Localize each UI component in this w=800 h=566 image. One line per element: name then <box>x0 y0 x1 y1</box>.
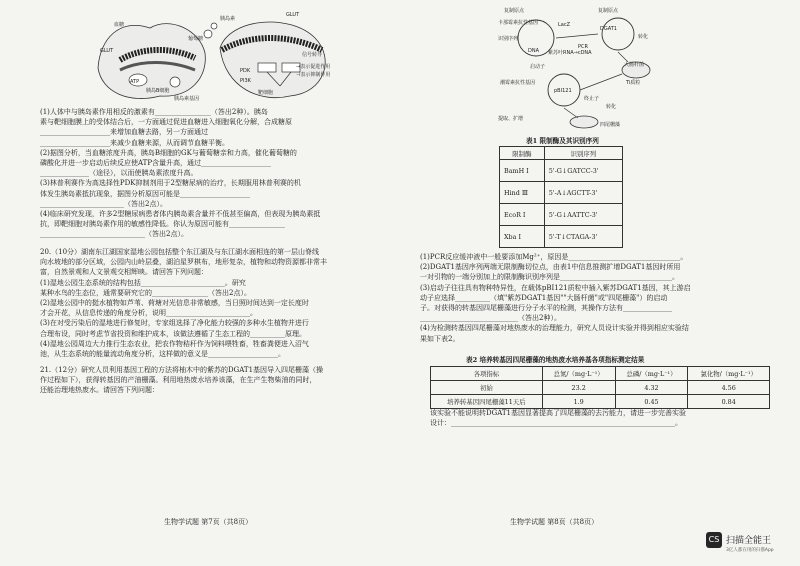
enzyme-name: Hind Ⅲ <box>500 182 545 204</box>
fig-label: 复制原点 <box>504 8 525 14</box>
enzyme-name: Xba Ⅰ <box>500 226 545 248</box>
text-line: 素与靶细胞膜上的受体结合后，一方面通过促进血糖进入细胞氧化分解，合成糖原 <box>40 118 292 127</box>
column-header: 总磷/（mg·L⁻¹） <box>615 367 688 381</box>
question-21-final-part <box>430 408 686 428</box>
fig-label: 胰岛B细胞 <box>146 88 170 94</box>
fig-label: PDK <box>240 68 251 74</box>
column-header: 氯化物/（mg·L⁻¹） <box>688 367 770 381</box>
text-line: ______________（途径），以而使胰岛素浓度升高。 <box>40 169 198 178</box>
fig-label: DGAT1 <box>600 26 617 32</box>
question-21-parts <box>420 252 691 344</box>
column-header: 各项指标 <box>431 367 543 381</box>
text-line: ____________________________（答出2种）。 <box>420 314 561 323</box>
text-line: (4)为检测转基因四尾栅藻对地热废水的治理能力，研究人员设计实验并得到相应实验结 <box>420 324 689 333</box>
fig-label: PI3K <box>240 78 251 84</box>
text-line: (3)林普利赛作为高选择性PDK抑制剂用于2型糖尿病的治疗，长期服用林普利赛的机 <box>40 179 301 188</box>
table-1-caption: 表1 限制酶及其识别序列 <box>526 137 599 145</box>
fig-label: PCR <box>578 44 588 50</box>
fig-label: 启动子 <box>530 64 546 70</box>
table-cell: 4.32 <box>615 381 688 395</box>
text-line: 动子应选择__________（填"紫苏DGAT1基因""大肠杆菌"或"四尾栅藻"）的启动 <box>420 293 668 302</box>
text-line: (1)PCR反应缓冲液中一般要添加Mg²⁺，原因是________________________________。 <box>420 253 688 261</box>
table-2-caption: 表2 培养转基因四尾栅藻的地热废水培养基各项指标测定结果 <box>466 356 645 364</box>
question-21 <box>40 365 323 396</box>
text-line: (4)湿地公园周边大力推行生态农业，把农作物秸秆作为饲料喂牲畜，牲畜粪便进入沼气 <box>40 339 309 348</box>
question-20 <box>40 247 327 359</box>
fig-label: LacZ <box>558 22 571 28</box>
fig-label: 潮霉素抗性基因 <box>500 80 536 86</box>
text-line: 磷酸化并进一步启动后续反应使ATP含量升高，通过____________________ <box>40 159 272 168</box>
text-line: 子。对获得的转基因四尾栅藻进行分子水平的检测，其操作方法有______________ <box>420 304 672 313</box>
enzyme-name: BamH Ⅰ <box>500 160 545 182</box>
fig-label: 葡萄糖 <box>188 36 204 42</box>
text-line: (2)湿地公园中的挺水植物如芦苇、荷塘对光信息非常敏感，当日照时间达到一定长度时 <box>40 299 309 308</box>
fig-label: DNA <box>528 48 540 54</box>
text-line: ____________________来增加血糖去路，另一方面通过 <box>40 128 208 137</box>
question-19-parts <box>40 107 320 240</box>
fig-label: 提取、扩增 <box>498 116 524 122</box>
table-row <box>500 204 623 226</box>
text-line: 某种水鸟的生态位，通常要研究它的________________（答出2点）。 <box>40 288 251 297</box>
text-line: (3)启动子往往具有物种特异性，在载体pBI121质粒中插入紫苏DGAT1基因，其上游启 <box>420 283 691 292</box>
text-line: 抗，即靶细胞对胰岛素作用的敏感性降低。你认为原因可能有________________ <box>40 220 285 229</box>
fig-label: 胰岛素 <box>220 16 236 22</box>
table-row <box>431 395 770 409</box>
restriction-enzyme-table <box>499 146 623 248</box>
fig-label: GLUT <box>100 48 114 54</box>
enzyme-name: EcoR Ⅰ <box>500 204 545 226</box>
table-row <box>500 182 623 204</box>
fig-label: →表示促进作用 <box>296 64 331 70</box>
table-row <box>431 381 770 395</box>
text-line: 富，自然景观和人文景观交相辉映。请回答下列问题： <box>40 268 208 277</box>
text-line: 才会开花，从信息传递的角度分析，说明________________________。 <box>40 309 257 318</box>
text-line: 作过程如下），获得转基因的产油栅藻。利用地热废水培养该藻，在生产生物柴油的同时， <box>40 376 317 385</box>
text-line: 合理布设，同时考虑节省投资和维护成本，该做法遵循了生态工程的__________原理。 <box>40 329 306 338</box>
text-line: (2)DGAT1基因序列两端无限制酶切位点，由表1中信息推测扩增DGAT1基因时所用 <box>420 263 681 272</box>
wastewater-results-table <box>430 366 770 409</box>
fig-label: 胰岛素基因 <box>174 96 200 102</box>
text-line: 果如下表2。 <box>420 334 460 343</box>
table-cell: 培养转基因四尾栅藻11天后 <box>431 395 543 409</box>
text-line: ________________________（答出2点）。 <box>40 199 167 208</box>
fig-label: 大肠杆菌 <box>624 62 645 68</box>
table-header-row <box>500 147 623 160</box>
text-line: 21.（12分）研究人员利用基因工程的方法将柚木中的紫苏的DGAT1基因导入四尾栅藻（操 <box>40 366 324 374</box>
table-cell: 4.56 <box>688 381 770 395</box>
fig-label: 血糖 <box>114 22 125 28</box>
fig-label: 紫苏叶RNA→cDNA <box>548 50 592 56</box>
column-header: 识别序列 <box>544 147 622 160</box>
table-row <box>500 226 623 248</box>
text-line: (2)据图分析，当血糖浓度升高，胰岛B细胞的GK与葡萄糖亲和力高，催化葡萄糖的 <box>40 148 297 157</box>
text-line: 设计：________________________________________________________________。 <box>430 419 682 428</box>
table-row <box>500 160 623 182</box>
text-line: (4)临床研究发现，许多2型糖尿病患者体内胰岛素含量并不低甚至偏高，但表现为胰岛素抵 <box>40 210 321 219</box>
recognition-sequence: 5'-A↓AGCTT-3' <box>544 182 622 204</box>
text-line: (3)在对受污染后的湿地进行修复时，专家组选择了净化能力较强的多种水生植物并进行 <box>40 319 309 328</box>
text-line: (1)湿地公园生态系统的结构包括________________________。研究 <box>40 278 246 287</box>
text-line: 体发生胰岛素抵抗现象，据图分析原因可能是____________________ <box>40 189 250 198</box>
page-footer-right: 生物学试题 第8页（共8页） <box>510 518 599 526</box>
camscanner-logo-icon: CS <box>706 532 722 548</box>
recognition-sequence: 5'-T↓CTAGA-3' <box>544 226 622 248</box>
watermark-tagline: 3亿人都在用的扫描App <box>726 548 774 553</box>
fig-label: ⊣表示抑制作用 <box>296 72 331 78</box>
text-line: 还能治理地热废水。请回答下列问题： <box>40 386 159 395</box>
watermark-name: 扫描全能王 <box>726 536 772 546</box>
fig-label: 卡那霉素抗性基因 <box>498 20 539 26</box>
table-cell: 0.84 <box>688 395 770 409</box>
scanner-watermark <box>706 530 798 560</box>
cloning-workflow-diagram <box>498 4 668 132</box>
text-line: 池，从生态系统的能量流动角度分析，这样做的意义是____________________。 <box>40 350 285 359</box>
text-line: ____________________来减少血糖来源，从而调节血糖平衡。 <box>40 138 229 147</box>
text-line: (1)人体中与胰岛素作用相反的激素有________________（答出2种）。胰岛 <box>40 108 268 116</box>
fig-label: 靶细胞 <box>258 90 274 96</box>
fig-label: 转化 <box>606 104 617 110</box>
fig-label: 识别序列 <box>498 36 519 42</box>
table-cell: 0.45 <box>615 395 688 409</box>
table-header-row <box>431 367 770 381</box>
table-cell: 初始 <box>431 381 543 395</box>
text-line: 一对引物的一端分别加上的限制酶识别序列是________________________________。 <box>420 273 679 282</box>
fig-label: 终止子 <box>584 96 600 102</box>
fig-label: 四尾栅藻 <box>600 122 621 128</box>
text-line: 20.（10分）湖南东江湖国家湿地公园包括整个东江湖及与东江湖水面相连的第一层山脊线 <box>40 248 320 256</box>
recognition-sequence: 5'-G↓GATCC-3' <box>544 160 622 182</box>
text-line: 向水坡地的部分区域，公园内山岭层叠，湖泊星罗棋布，地形复杂，植物和动物资源都非常丰 <box>40 258 327 267</box>
fig-label: 复制原点 <box>598 8 619 14</box>
page-footer-left: 生物学试题 第7页（共8页） <box>164 518 253 526</box>
recognition-sequence: 5'-G↓AATTC-3' <box>544 204 622 226</box>
insulin-signaling-diagram <box>90 8 340 106</box>
column-header: 限制酶 <box>500 147 545 160</box>
table-cell: 23.2 <box>542 381 615 395</box>
fig-label: Ti质粒 <box>626 80 641 86</box>
fig-label: 信号转导 <box>302 52 323 58</box>
fig-label: 转化 <box>638 34 649 40</box>
fig-label: ATP <box>130 79 140 85</box>
fig-label: pBI121 <box>554 88 572 94</box>
text-line: 该实验不能说明转DGAT1基因显著提高了四尾栅藻的去污能力，请进一步完善实验 <box>430 409 686 417</box>
table-cell: 1.9 <box>542 395 615 409</box>
column-header: 总氮/（mg·L⁻¹） <box>542 367 615 381</box>
text-line: ______________________________（答出2点）。 <box>40 230 188 239</box>
fig-label: GLUT <box>286 12 300 18</box>
